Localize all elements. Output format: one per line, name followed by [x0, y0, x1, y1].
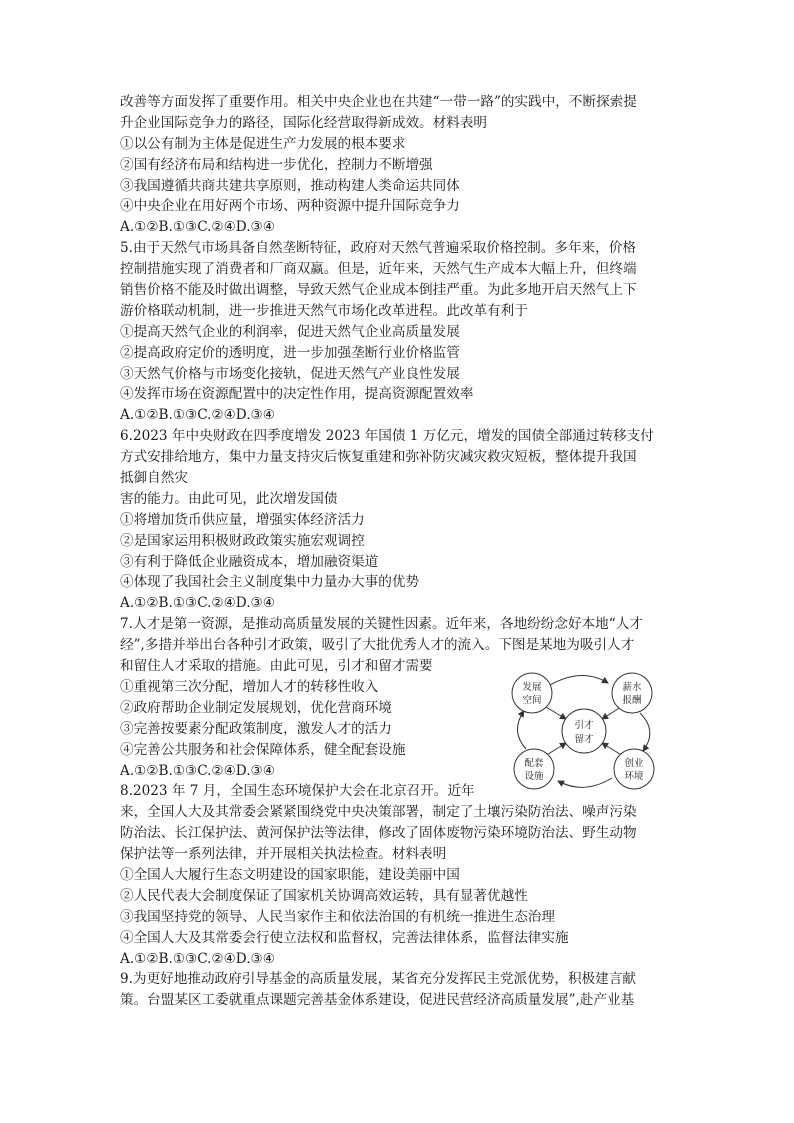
q7-stem: 7.人才是第一资源，是推动高质量发展的关键性因素。近年来，各地纷纷念好本地“人才	[120, 616, 643, 633]
q8-option: ③我国坚持党的领导、人民当家作主和依法治国的有机统一推进生态治理	[120, 908, 555, 925]
q6-option: ④体现了我国社会主义制度集中力量办大事的优势	[120, 574, 420, 591]
q4-answers: A.①②B.①③C.②④D.③④	[120, 219, 275, 236]
q7-option: ①重视第三次分配，增加人才的转移性收入	[120, 678, 379, 695]
center-arrow	[545, 743, 566, 756]
q5-option: ③天然气价格与市场变化接轨，促进天然气产业良性发展	[120, 365, 460, 382]
q5-option: ①提高天然气企业的利润率，促进天然气企业高质量发展	[120, 323, 460, 340]
q7-stem: 和留住人才采取的措施。由此可见，引才和留才需要	[120, 658, 433, 675]
q6-option: ③有利于降低企业融资成本，增加融资渠道	[120, 553, 379, 570]
node-circle-development-space	[512, 673, 552, 713]
node-label: 报酬	[622, 695, 642, 706]
talent-measures-diagram	[500, 663, 668, 798]
node-circle-entrepreneurship	[614, 749, 654, 789]
cycle-arrow	[550, 675, 608, 685]
q8-stem: 来，全国人大及其常委会紧紧围绕党中央决策部署，制定了土壤污染防治法、噪声污染	[120, 804, 637, 821]
q6-stem: 抵御自然灾	[120, 470, 188, 487]
q4-option: ③我国遵循共商共建共享原则，推动构建人类命运共同体	[120, 177, 460, 194]
q6-stem: 害的能力。由此可见，此次增发国债	[120, 490, 338, 507]
node-circle-facilities	[514, 749, 554, 789]
exam-page	[120, 92, 680, 1011]
cycle-arrow	[517, 711, 526, 749]
center-arrow	[602, 707, 621, 719]
q8-option: ①全国人大履行生态文明建设的国家职能，建设美丽中国	[120, 866, 460, 883]
q7-option: ②政府帮助企业制定发展规划，优化营商环境	[120, 699, 392, 716]
q5-stem: 控制措施实现了消费者和厂商双赢。但是，近年来，天然气生产成本大幅上升，但终端	[120, 261, 637, 278]
node-label: 环境	[624, 771, 644, 782]
q8-stem: 防治法、长江保护法、黄河保护法等法律，修改了固体废物污染环境防治法、野生动物	[120, 825, 637, 842]
intro-line: 改善等方面发挥了重要作用。相关中央企业也在共建“一带一路”的实践中，不断探索提	[120, 94, 637, 110]
node-label: 设施	[524, 771, 544, 782]
q5-stem: 游价格联动机制，进一步推进天然气市场化改革进程。此改革有利于	[120, 302, 528, 319]
q7-stem: 经”,多措并举出台各种引才政策，吸引了大批优秀人才的流入。下图是某地为吸引人才	[120, 637, 635, 654]
node-label: 发展	[522, 682, 542, 693]
cycle-arrow	[640, 713, 650, 751]
center-circle	[562, 709, 606, 753]
q8-answers: A.①②B.①③C.②④D.③④	[120, 950, 275, 967]
node-circle-salary	[612, 673, 652, 713]
intro-line: 升企业国际竞争力的路径，国际化经营取得新成效。材料表明	[120, 114, 488, 131]
node-label: 配套	[524, 758, 544, 769]
q4-option: ④中央企业在用好两个市场、两种资源中提升国际竞争力	[120, 198, 460, 215]
q6-option: ①将增加货币供应量，增强实体经济活力	[120, 511, 365, 528]
q6-answers: A.①②B.①③C.②④D.③④	[120, 595, 275, 612]
q5-stem: 5.由于天然气市场具备自然垄断特征，政府对天然气普遍采取价格控制。多年来，价格	[120, 240, 636, 257]
q6-stem: 方式安排给地方，集中力量支持灾后恢复重建和弥补防灾减灾救灾短板，整体提升我国	[120, 449, 637, 466]
q7-option: ③完善按要素分配政策制度，激发人才的活力	[120, 720, 392, 737]
q4-option: ②国有经济布局和结构进一步优化，控制力不断增强	[120, 156, 433, 173]
node-label: 薪水	[622, 682, 642, 693]
q8-stem: 8.2023 年 7 月，全国生态环境保护大会在北京召开。近年	[120, 783, 475, 800]
center-arrow	[546, 707, 566, 719]
center-label: 引才	[574, 720, 594, 731]
node-label: 空间	[522, 695, 542, 706]
q7-answers: A.①②B.①③C.②④D.③④	[120, 762, 275, 779]
q8-stem: 保护法等一系列法律，并开展相关执法检查。材料表明	[120, 846, 447, 863]
q5-option: ④发挥市场在资源配置中的决定性作用，提高资源配置效率	[120, 386, 474, 403]
q5-answers: A.①②B.①③C.②④D.③④	[120, 407, 275, 424]
q5-stem: 销售价格不能及时做出调整，导致天然气企业成本倒挂严重。为此多地开启天然气上下	[120, 282, 637, 299]
q8-option: ②人民代表大会制度保证了国家机关协调高效运转，具有显著优越性	[120, 887, 528, 904]
q9-stem: 策。台盟某区工委就重点课题完善基金体系建设，促进民营经济高质量发展”,赴产业基	[120, 992, 635, 1009]
q8-option: ④全国人大及其常委会行使立法权和监督权，完善法律体系，监督法律实施	[120, 929, 569, 946]
node-label: 创业	[624, 758, 644, 769]
q7-option: ④完善公共服务和社会保障体系，健全配套设施	[120, 741, 406, 758]
q4-option: ①以公有制为主体是促进生产力发展的根本要求	[120, 135, 406, 152]
center-label: 留才	[574, 734, 594, 745]
q9-stem: 9.为更好地推动政府引导基金的高质量发展，某省充分发挥民主党派优势，积极建言献	[120, 971, 636, 988]
center-arrow	[602, 743, 623, 756]
q5-option: ②提高政府定价的透明度，进一步加强垄断行业价格监管	[120, 344, 460, 361]
cycle-arrow	[558, 778, 612, 787]
diagram-svg	[500, 663, 668, 798]
q6-stem: 6.2023 年中央财政在四季度增发 2023 年国债 1 万亿元，增发的国债全部通过转移支付	[120, 428, 654, 445]
q6-option: ②是国家运用积极财政政策实施宏观调控	[120, 532, 365, 549]
